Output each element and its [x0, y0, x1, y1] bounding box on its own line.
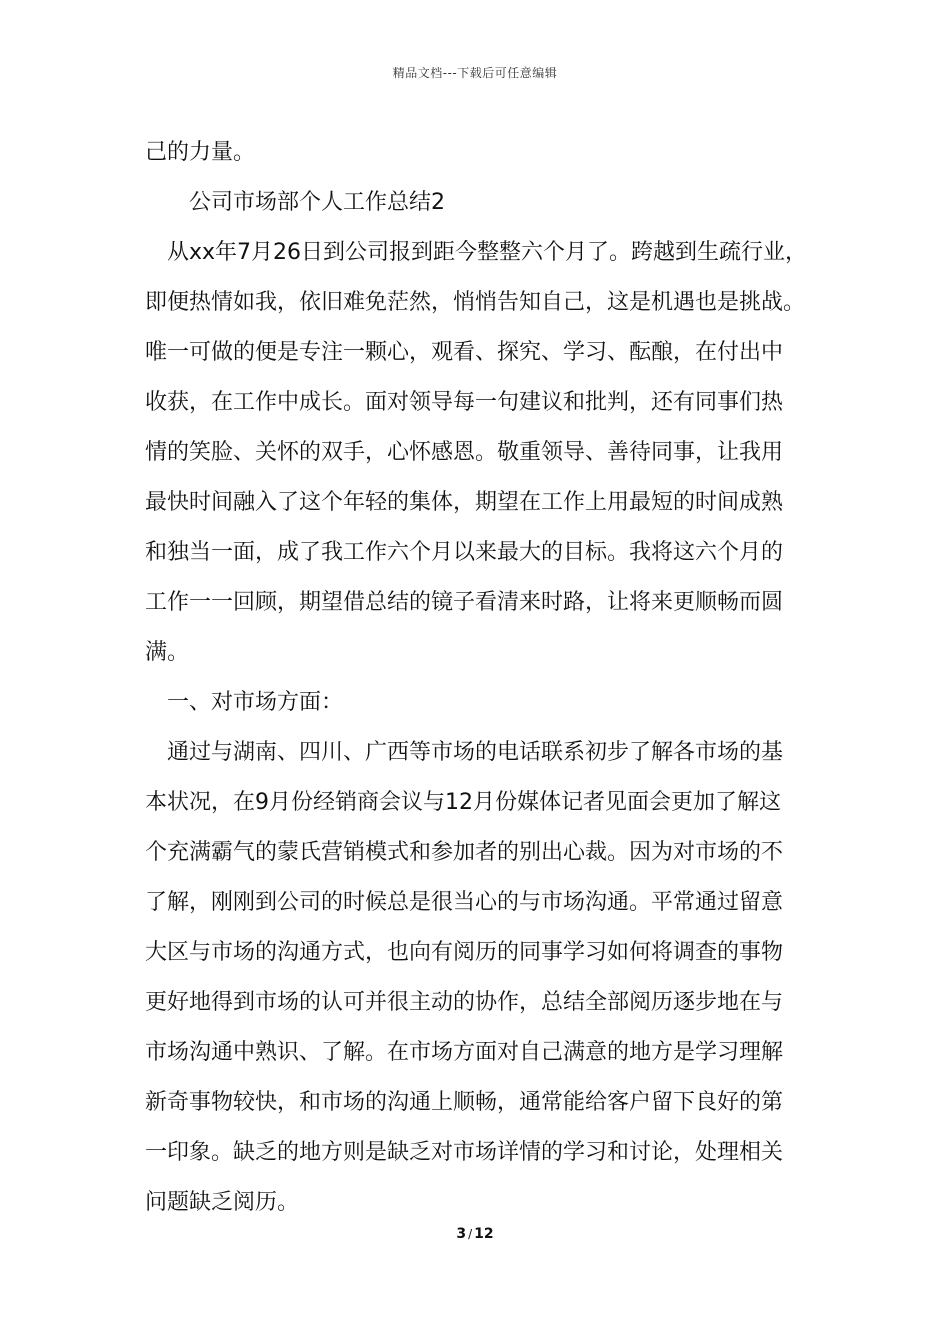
page-separator: /	[468, 1227, 473, 1241]
body-line: 工作一一回顾，期望借总结的镜子看清来时路，让将来更顺畅而圆	[145, 590, 784, 615]
body-line: 大区与市场的沟通方式，也向有阅历的同事学习如何将调查的事物	[145, 940, 784, 965]
body-line: 市场沟通中熟识、了解。在市场方面对自己满意的地方是学习理解	[145, 1040, 784, 1065]
body-line: 新奇事物较快，和市场的沟通上顺畅，通常能给客户留下良好的第	[145, 1090, 784, 1115]
current-page-number: 3	[456, 1226, 467, 1242]
body-line: 己的力量。	[145, 140, 256, 165]
subsection-heading: 一、对市场方面：	[167, 690, 344, 715]
body-line: 个充满霸气的蒙氏营销模式和参加者的别出心裁。因为对市场的不	[145, 840, 784, 865]
body-line: 收获，在工作中成长。面对领导每一句建议和批判，还有同事们热	[145, 390, 784, 415]
page-number	[0, 1226, 950, 1242]
body-line: 一印象。缺乏的地方则是缺乏对市场详情的学习和讨论，处理相关	[145, 1140, 784, 1165]
body-line: 情的笑脸、关怀的双手，心怀感恩。敬重领导、善待同事，让我用	[145, 440, 784, 465]
body-line: 即便热情如我，依旧难免茫然，悄悄告知自己，这是机遇也是挑战。	[145, 290, 806, 315]
document-body	[145, 128, 815, 1228]
body-line: 从xx年7月26日到公司报到距今整整六个月了。跨越到生疏行业，	[167, 240, 808, 265]
body-line: 本状况，在9月份经销商会议与12月份媒体记者见面会更加了解这	[145, 790, 781, 815]
page-header: 精品文档---下载后可任意编辑	[392, 66, 558, 80]
body-line: 和独当一面，成了我工作六个月以来最大的目标。我将这六个月的	[145, 540, 784, 565]
body-line: 唯一可做的便是专注一颗心，观看、探究、学习、酝酿，在付出中	[145, 340, 784, 365]
body-line: 最快时间融入了这个年轻的集体，期望在工作上用最短的时间成熟	[145, 490, 784, 515]
section-heading: 公司市场部个人工作总结2	[189, 190, 445, 215]
body-line: 满。	[145, 640, 190, 665]
body-line: 通过与湖南、四川、广西等市场的电话联系初步了解各市场的基	[167, 740, 784, 765]
body-line: 问题缺乏阅历。	[145, 1190, 300, 1215]
body-line: 了解，刚刚到公司的时候总是很当心的与市场沟通。平常通过留意	[145, 890, 784, 915]
body-line: 更好地得到市场的认可并很主动的协作，总结全部阅历逐步地在与	[145, 990, 784, 1015]
total-pages-number: 12	[474, 1226, 494, 1242]
